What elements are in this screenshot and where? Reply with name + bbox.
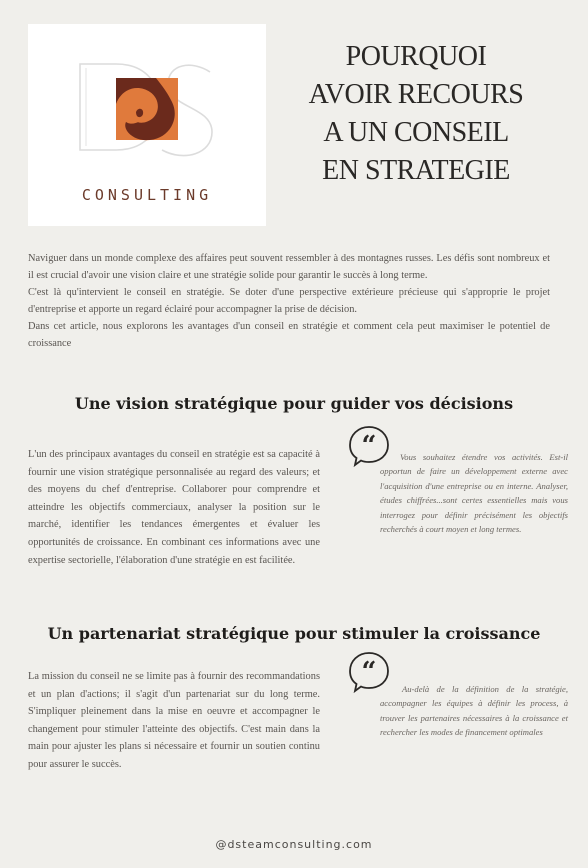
section-body-vision: L'un des principaux avantages du conseil en stratégie est sa capacité à fournir une vision stratégique personnalisée au regard des valeurs; et des moyens du chef d'entreprise. Collaborer pour comprendre et atteindre les objectifs commerciaux, analyser la position sur le marché, identifier les tendances émergentes et évaluer les opportunités de croissance. En combinant ces informations avec une expertise sectorielle, l'élaboration d'une stratégie en est facilitée. bbox=[28, 449, 320, 566]
intro-paragraph: C'est là qu'intervient le conseil en stratégie. Se doter d'une perspective extérieure précieuse qui s'approprie le projet d'entreprise et apporte un regard éclairé pour accompagner la prise de décision. bbox=[28, 287, 550, 315]
ds-monogram-icon bbox=[76, 58, 218, 168]
footer-website-link[interactable]: @dsteamconsulting.com bbox=[215, 838, 373, 851]
quote-partenariat: Au-delà de la définition de la stratégie, accompagner les équipes à définir les process, à trouver les partenaires nécessaires à la croissance et rechercher les modes de financement optimales bbox=[380, 684, 568, 738]
svg-text:“: “ bbox=[361, 657, 377, 687]
section-heading-partenariat: Un partenariat stratégique pour stimuler la croissance bbox=[47, 624, 541, 643]
title-line: A UN CONSEIL bbox=[323, 117, 509, 148]
page-title bbox=[286, 38, 546, 190]
svg-text:“: “ bbox=[361, 431, 377, 461]
title-line: EN STRATEGIE bbox=[322, 155, 510, 186]
intro-paragraph: Naviguer dans un monde complexe des affaires peut souvent ressembler à des montagnes russes. Les défis sont nombreux et il est crucial d'avoir une vision claire et une stratégie solide pour garantir le succès à long terme. bbox=[28, 253, 550, 281]
title-line: POURQUOI bbox=[345, 41, 487, 72]
section-heading-vision: Une vision stratégique pour guider vos décisions bbox=[74, 394, 514, 413]
section-body-partenariat: La mission du conseil ne se limite pas à fournir des recommandations et un plan d'actions; il s'agit d'un partenariat sur du long terme. S'impliquer pleinement dans la mise en oeuvre et accompagner le changement pour stimuler l'atteinte des objectifs. C'est main dans la main pour ajuster les plans si nécessaire et fournir un soutien continu pour assurer le succès. bbox=[28, 671, 320, 770]
title-line: AVOIR RECOURS bbox=[308, 79, 524, 110]
intro-text bbox=[28, 250, 550, 352]
quote-vision: Vous souhaitez étendre vos activités. Est-il opportun de faire un développement externe avec l'acquisition d'une entreprise ou en interne. Analyser, études chiffrées...sont certes essentielles mais vous interrogez pour définir précisément les objectifs recherchés à court moyen et long termes. bbox=[380, 452, 568, 535]
intro-paragraph: Dans cet article, nous explorons les avantages d'un conseil en stratégie et comment cela peut maximiser le potentiel de croissance bbox=[28, 321, 550, 349]
logo-wordmark: CONSULTING bbox=[81, 186, 213, 204]
company-logo bbox=[28, 24, 266, 226]
